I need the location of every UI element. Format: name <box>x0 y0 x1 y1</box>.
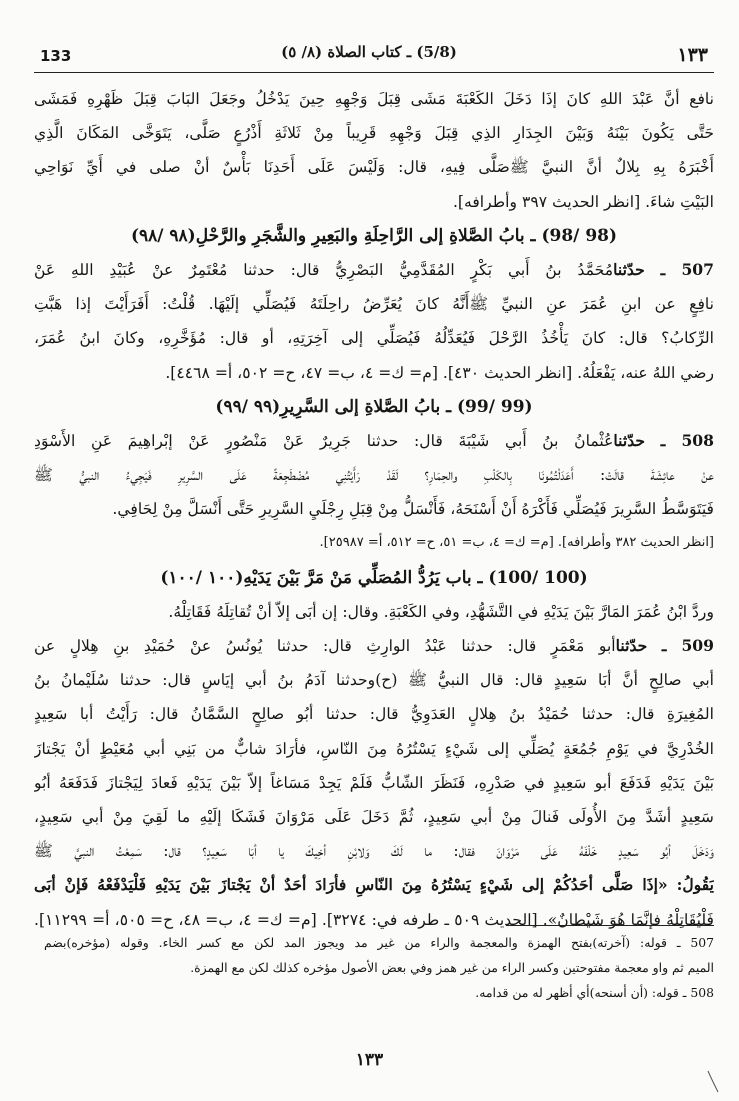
section-heading: (99 /99) ـ بابُ الصَّلاةِ إلى السَّرِيرِ(٩٩ /٩٩) <box>215 396 533 417</box>
text-line: أَخْبَرَهُ بِهِ بِلالٌ أنَّ النبيَّ ﷺصَلَّى فِيهِ، قال: وَلَيْسَ عَلَى أَحَدِنَا بَأْسٌ أنْ صلى في أَيِّ نَوَاحِي <box>34 158 714 177</box>
hadith-keyword: حدّثنا <box>613 430 646 450</box>
footnote-line: الميم ثم واو معجمة مفتوحتين وكسر الراء من غير همز وفي بعض الأصول مؤخره كذلك لكن مع الهمزة. <box>190 960 714 975</box>
text-line: وَدَخَلَ أبُو سَعِيدٍ خَلْفَهُ عَلَى مَرْوَانَ فقال: ما لَكَ وَلابْنِ أخِيكَ يا أبَا سَعِيدٍ؟ قال: سَمِعْتُ النبيَّ ﷺ <box>34 842 714 861</box>
main-text <box>34 82 714 937</box>
text-line: فَيَتَوَسَّطُ السَّرِيرَ فَيُصَلِّي فَأَكْرَهُ أَنْ أَسْنَحَهُ، فَأَنْسَلُّ مِنْ قِبَلِ رِجْلَيِ السَّرِيرِ حَتَّى أَنْسَلَّ مِنْ لِحَافِي. <box>112 500 714 519</box>
scan-mark-icon <box>706 1070 720 1094</box>
section-heading: (98 /98) ـ بابُ الصَّلاةِ إلى الرَّاحِلَةِ والبَعِيرِ والشَّجَرِ والرَّحْلِ(٩٨ /٩٨) <box>130 225 618 246</box>
hadith-keyword: حدّثنا <box>613 259 645 279</box>
text-line: الرِّكابُ؟ قال: كانَ يَأْخُذُ الرَّحْلَ فَيُعَدِّلُهُ فَيُصَلِّي إلى آخِرَتِهِ، أو قال: مُؤَخَّرِهِ، وكانَ ابنُ عُمَرَ، <box>34 329 714 348</box>
text-line: نافِعٍ عن ابنِ عُمَرَ عنِ النبيِّ ﷺأَنَّهُ كانَ يُعَرِّضُ راحِلَتَهُ فَيُصَلِّي إلَيْهَا. قُلْتُ: أَفَرَأَيْتَ إذا هَبَّتِ <box>34 295 714 314</box>
text-line: نافع أنَّ عَبْدَ اللهِ كانَ إذَا دَخَلَ الكَعْبَةَ مَشَى قِبَلَ وَجْهِهِ حِينَ يَدْخُلُ وجَعَلَ البَابَ قِبَلَ ظَهْرِهِ فَمَشَى <box>34 90 714 108</box>
text-line: رضي اللهُ عنه، يَفْعَلُهُ. [انظر الحديث ٤٣٠]. [م= ك= ٤، ب= ٤٧، ح= ٥٠٢، أ= ٤٤٦٨]. <box>165 363 714 382</box>
hadith-508-start <box>34 424 714 458</box>
page-number-arabic: ١٣٣ <box>677 44 708 66</box>
text-line: وردَّ ابْنُ عُمَرَ المَارَّ بَيْنَ يَدَيْهِ في التَّشَهُّدِ، وفي الكَعْبَةِ. وقال: إن أبَى إلاّ أنْ تُقاتِلَهُ فَقَاتِلْهُ. <box>168 602 714 621</box>
text-line: بَيْنَ يَدَيْهِ فَدَفَعَ أبو سَعِيدٍ في صَدْرِهِ، فَنَظَرَ الشّابُّ فَلَمْ يَجِدْ مَسَاغاً إلاّ بَيْنَ يَدَيْهِ فَعادَ لِيَجْتازَ فَدَفَعَهُ أبُو <box>34 773 714 792</box>
running-header <box>24 40 714 72</box>
page-number-footer: ١٣٣ <box>355 1050 384 1070</box>
chapter-title: (5/8) ـ كتاب الصلاة (٨/ ٥) <box>281 43 457 61</box>
hadith-number: 507 ـ <box>660 259 714 279</box>
hadith-keyword: حدّثنا <box>615 636 648 655</box>
text-line: مُحَمَّدُ بنُ أَبي بَكْرٍ المُقَدَّمِيُّ البَصْرِيُّ قال: حدثنا مُعْتَمِرٌ عنْ عُبَيْدِ اللهِ عَنْ <box>34 260 614 279</box>
hadith-507-start <box>34 253 714 287</box>
text-line: البَيْتِ شاءَ. [انظر الحديث ٣٩٧ وأطرافه]. <box>452 192 714 211</box>
text-line: يَقُولُ: «إذَا صَلَّى أحَدُكُمْ إلى شَيْءٍ يَسْتُرُهُ مِنَ النّاسِ فأرَادَ أحَدٌ أنْ يَجْتازَ بَيْنَ يَدَيْهِ فَلْيَدْفَعْهُ فَإنْ أبَى <box>34 875 714 895</box>
text-line: حَتَّى يَكُونَ بَيْنَهُ وَبَيْنَ الجِدَارِ الذِي قِبَلَ وَجْهِهِ قَرِيباً مِنْ ثَلاثَةِ أَذْرُعٍ صَلَّى، يَتَوَخَّى المَكَانَ الَّذِي <box>34 124 714 143</box>
footnote-line: 508 ـ قوله: (أن أسنحه)أي أظهر له من قدامه. <box>475 985 714 1000</box>
text-line: الخُدْرِيَّ في يَوْمِ جُمُعَةٍ يُصَلِّي إلى شَيْءٍ يَسْتُرُهُ مِنَ النّاسِ، فأرَادَ شابٌّ من بَنِي أبي مُعَيْطٍ أنْ يَجْتازَ <box>34 739 714 758</box>
text-line: فَلْيُقَاتِلْهُ فإنَّمَا هُوَ شَيْطانٌ». [الحديث ٥٠٩ ـ طرفه في: ٣٢٧٤]. [م= ك= ٤، ب= ٤٨، ح= ٥٠٥، أ= ١١٢٩٩]. <box>34 910 714 929</box>
text-line: أبي صالِحٍ أنَّ أبَا سَعِيدٍ قال: قال النبيُّ ﷺ (ح)وحدثنا آدَمُ بنُ أبي إيَاسٍ قال: حدثنا سُلَيْمانُ بنُ <box>34 671 714 690</box>
text-line: عنْ عائِشَةَ قالَتْ: أَعَدَلْتُمُونَا بِالكَلْبِ والحِمَارِ؟ لَقَدْ رَأَيْتُنِي مُضْطَجِعَةً عَلَى السَّرِيرِ فَيَجِيءُ النبيُّ ﷺ <box>34 466 714 485</box>
text-line: سَعِيدٍ أشَدَّ مِنَ الأُولَى فَنالَ مِنْ أبي سَعِيدٍ، ثُمَّ دَخَلَ عَلَى مَرْوَانَ فَشَكَا إلَيْهِ ما لَقِيَ مِنْ أبي سَعِيدٍ، <box>34 807 714 826</box>
footnote-rule <box>506 925 714 926</box>
section-heading: (100 /100) ـ باب يَرُدُّ المُصَلِّي مَنْ مَرَّ بَيْنَ يَدَيْهِ(١٠٠ /١٠٠) <box>160 567 588 588</box>
footnote-line: 507 ـ قوله: (آخرته)بفتح الهمزة والمعجمة والراء من غير مد ويجوز المد لكن مع كسر الخاء. وقوله (مؤخره)بضم <box>44 935 714 950</box>
hadith-number: 508 ـ <box>660 430 714 450</box>
text-line: عُثْمانُ بنُ أَبي شَيْبَةَ قال: حدثنا جَرِيرٌ عَنْ مَنْصُورٍ عَنْ إبْراهِيمَ عَنِ الأَسْوَدِ <box>34 431 614 450</box>
text-line: أبو مَعْمَرٍ قال: حدثنا عَبْدُ الوارِثِ قال: حدثنا يُونُسُ عنْ حُمَيْدِ بنِ هِلالٍ عن <box>34 637 616 655</box>
reference-line: [انظر الحديث ٣٨٢ وأطرافه]. [م= ك= ٤، ب= ٥١، ح= ٥١٢، أ= ٢٥٩٨٧]. <box>319 535 714 551</box>
page-number-latin: 133 <box>40 47 72 65</box>
hadith-509-start <box>34 629 714 663</box>
text-line: المُغِيرَةِ قال: حدثنا حُمَيْدُ بنُ هِلالٍ العَدَوِيُّ قال: حدثنا أبُو صالِحٍ السَّمَّانُ قال: رَأَيْتُ أبا سَعِيدٍ <box>34 705 714 724</box>
hadith-number: 509 ـ <box>661 636 714 655</box>
footnotes <box>44 930 714 1005</box>
header-rule <box>34 72 714 73</box>
